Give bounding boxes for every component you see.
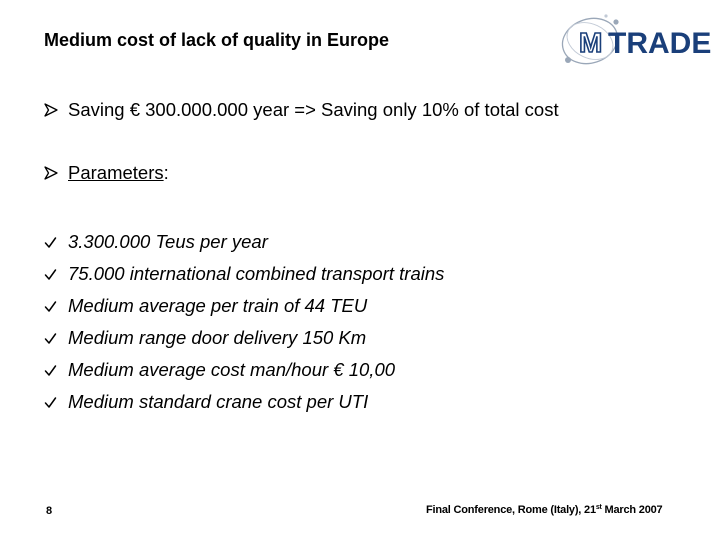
check-icon [44,332,57,345]
logo-mark: M [579,27,603,58]
list-item-text: Medium range door delivery 150 Km [68,327,367,348]
list-item [44,354,444,386]
list-item-text: Medium standard crane cost per UTI [68,391,369,412]
footer-conference [426,504,662,516]
parameters-label: Parameters [68,162,164,183]
bullet-parameters [44,162,169,184]
check-icon [44,236,57,249]
footer-suffix: March 2007 [601,504,663,516]
arrow-right-icon [44,166,58,180]
bullet-saving [44,99,559,121]
slide-title: Medium cost of lack of quality in Europe [44,30,390,50]
logo-text: TRADE [608,27,712,60]
list-item [44,258,444,290]
list-item [44,386,444,418]
parameters-list [44,226,444,418]
list-item [44,226,444,258]
check-icon [44,364,57,377]
page-number: 8 [46,505,53,517]
list-item-text: Medium average cost man/hour € 10,00 [68,359,396,380]
check-icon [44,300,57,313]
list-item [44,290,444,322]
list-item-text: Medium average per train of 44 TEU [68,295,368,316]
mtrade-logo [558,8,716,74]
check-icon [44,268,57,281]
bullet-saving-text: Saving € 300.000.000 year => Saving only 10% of total cost [68,99,559,120]
footer-ordinal: st [595,504,602,511]
arrow-right-icon [44,103,58,117]
list-item-text: 75.000 international combined transport trains [68,263,445,284]
list-item [44,322,444,354]
check-icon [44,396,57,409]
footer-prefix: Final Conference, Rome (Italy), 21 [426,504,596,516]
list-item-text: 3.300.000 Teus per year [68,231,268,252]
parameters-colon: : [163,162,169,183]
